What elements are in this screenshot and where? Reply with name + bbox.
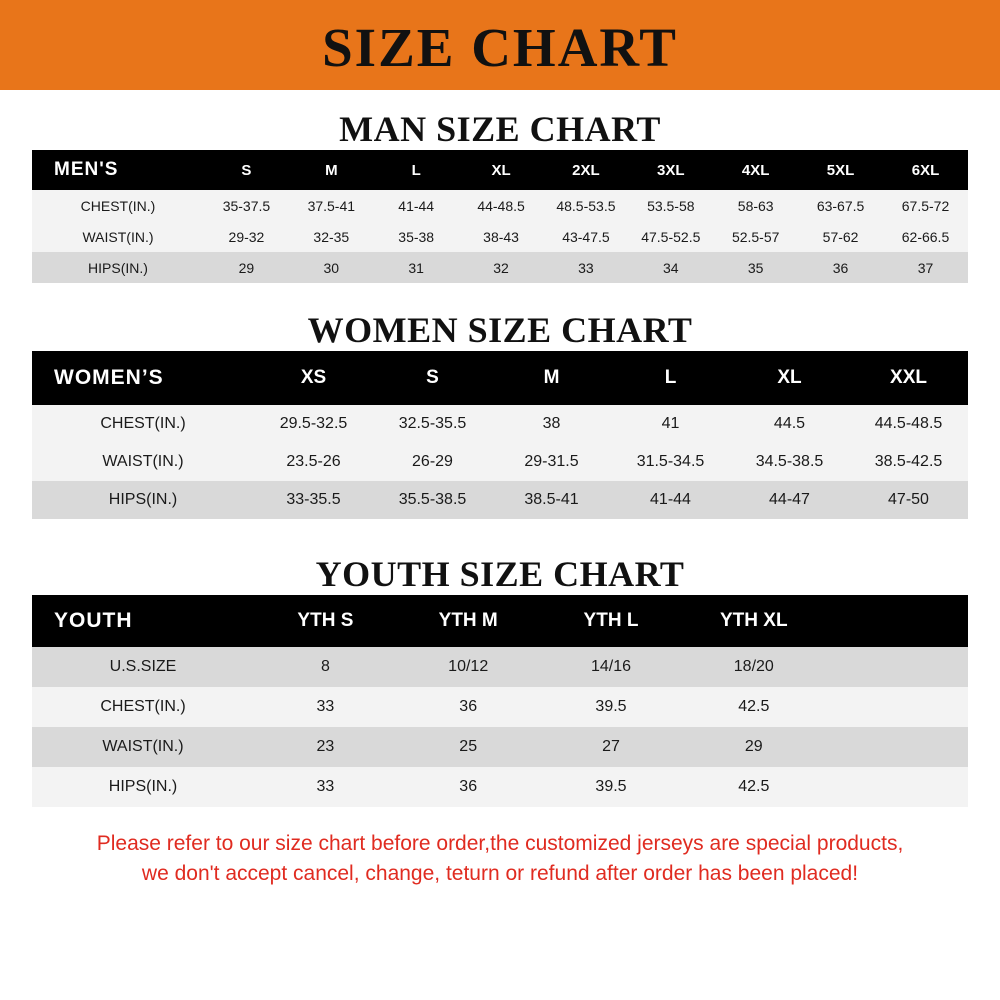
women-section-title: WOMEN SIZE CHART [307, 310, 693, 350]
women-cell: 29-31.5 [492, 443, 611, 481]
youth-col-header: YTH M [397, 595, 540, 647]
man-cell: 32 [459, 252, 544, 283]
youth-cell: 33 [254, 687, 397, 727]
man-cell: 35 [713, 252, 798, 283]
man-corner-label: MEN'S [32, 150, 204, 190]
youth-cell-spacer [825, 727, 968, 767]
man-cell: 34 [628, 252, 713, 283]
youth-cell: 42.5 [682, 767, 825, 807]
women-cell: 35.5-38.5 [373, 481, 492, 519]
man-col-header: 6XL [883, 150, 968, 190]
man-cell: 63-67.5 [798, 190, 883, 221]
man-cell: 30 [289, 252, 374, 283]
youth-cell: 39.5 [540, 687, 683, 727]
women-col-header: M [492, 351, 611, 405]
man-cell: 47.5-52.5 [628, 221, 713, 252]
table-row [32, 767, 968, 807]
women-col-header: XL [730, 351, 849, 405]
women-cell: 33-35.5 [254, 481, 373, 519]
women-cell: 34.5-38.5 [730, 443, 849, 481]
page-banner [0, 0, 1000, 90]
women-col-header: L [611, 351, 730, 405]
man-cell: 43-47.5 [544, 221, 629, 252]
women-table-head [32, 351, 968, 405]
man-col-header: 5XL [798, 150, 883, 190]
man-col-header: 3XL [628, 150, 713, 190]
women-cell: 44.5 [730, 405, 849, 443]
women-cell: 29.5-32.5 [254, 405, 373, 443]
women-col-header: XXL [849, 351, 968, 405]
women-cell: 23.5-26 [254, 443, 373, 481]
man-row-label: CHEST(IN.) [32, 190, 204, 221]
man-table-body [32, 190, 968, 283]
man-cell: 44-48.5 [459, 190, 544, 221]
women-cell: 26-29 [373, 443, 492, 481]
table-row [32, 190, 968, 221]
man-cell: 37 [883, 252, 968, 283]
man-cell: 57-62 [798, 221, 883, 252]
table-row [32, 443, 968, 481]
youth-row-label: WAIST(IN.) [32, 727, 254, 767]
women-corner-label: WOMEN’S [32, 351, 254, 405]
youth-cell: 8 [254, 647, 397, 687]
table-row [32, 252, 968, 283]
youth-cell: 18/20 [682, 647, 825, 687]
youth-cell: 27 [540, 727, 683, 767]
youth-cell: 36 [397, 767, 540, 807]
women-cell: 31.5-34.5 [611, 443, 730, 481]
table-row [32, 727, 968, 767]
youth-cell: 25 [397, 727, 540, 767]
women-cell: 38.5-41 [492, 481, 611, 519]
footer-note-line-2: we don't accept cancel, change, teturn or refund after order has been placed! [141, 862, 859, 886]
women-row-label: CHEST(IN.) [32, 405, 254, 443]
youth-col-header: YTH XL [682, 595, 825, 647]
man-cell: 32-35 [289, 221, 374, 252]
women-header-row [32, 351, 968, 405]
man-col-header: XL [459, 150, 544, 190]
man-cell: 62-66.5 [883, 221, 968, 252]
women-row-label: HIPS(IN.) [32, 481, 254, 519]
man-cell: 36 [798, 252, 883, 283]
women-table-body [32, 405, 968, 519]
women-col-header: S [373, 351, 492, 405]
man-cell: 37.5-41 [289, 190, 374, 221]
man-section-title: MAN SIZE CHART [339, 109, 661, 149]
man-cell: 31 [374, 252, 459, 283]
man-cell: 52.5-57 [713, 221, 798, 252]
man-row-label: HIPS(IN.) [32, 252, 204, 283]
youth-size-table [32, 595, 968, 807]
women-size-table [32, 351, 968, 519]
youth-cell: 39.5 [540, 767, 683, 807]
man-cell: 48.5-53.5 [544, 190, 629, 221]
youth-section-title: YOUTH SIZE CHART [315, 554, 685, 594]
youth-row-label: CHEST(IN.) [32, 687, 254, 727]
women-cell: 32.5-35.5 [373, 405, 492, 443]
youth-cell: 36 [397, 687, 540, 727]
man-col-header: S [204, 150, 289, 190]
youth-table-body [32, 647, 968, 807]
youth-cell: 33 [254, 767, 397, 807]
women-col-header: XS [254, 351, 373, 405]
youth-header-row [32, 595, 968, 647]
table-row [32, 687, 968, 727]
women-cell: 47-50 [849, 481, 968, 519]
man-cell: 35-37.5 [204, 190, 289, 221]
man-header-row [32, 150, 968, 190]
youth-col-header: YTH L [540, 595, 683, 647]
man-col-header: L [374, 150, 459, 190]
man-cell: 35-38 [374, 221, 459, 252]
youth-cell: 29 [682, 727, 825, 767]
youth-cell-spacer [825, 687, 968, 727]
table-row [32, 647, 968, 687]
women-table-wrapper [0, 351, 1000, 519]
youth-table-head [32, 595, 968, 647]
footer-note-line-1: Please refer to our size chart before order,the customized jerseys are special products, [96, 832, 904, 855]
man-table-head [32, 150, 968, 190]
women-row-label: WAIST(IN.) [32, 443, 254, 481]
man-col-header: 2XL [544, 150, 629, 190]
youth-table-wrapper [0, 595, 1000, 807]
man-cell: 53.5-58 [628, 190, 713, 221]
youth-cell-spacer [825, 647, 968, 687]
man-col-header: M [289, 150, 374, 190]
youth-row-label: HIPS(IN.) [32, 767, 254, 807]
youth-col-header-spacer [825, 595, 968, 647]
man-cell: 58-63 [713, 190, 798, 221]
youth-cell: 42.5 [682, 687, 825, 727]
youth-cell: 10/12 [397, 647, 540, 687]
youth-cell: 14/16 [540, 647, 683, 687]
page-title: SIZE CHART [322, 16, 678, 78]
man-table-wrapper [0, 150, 1000, 283]
women-cell: 41 [611, 405, 730, 443]
man-cell: 41-44 [374, 190, 459, 221]
man-cell: 29 [204, 252, 289, 283]
women-cell: 41-44 [611, 481, 730, 519]
youth-cell: 23 [254, 727, 397, 767]
women-cell: 38 [492, 405, 611, 443]
women-cell: 38.5-42.5 [849, 443, 968, 481]
women-cell: 44.5-48.5 [849, 405, 968, 443]
women-cell: 44-47 [730, 481, 849, 519]
man-col-header: 4XL [713, 150, 798, 190]
youth-cell-spacer [825, 767, 968, 807]
youth-col-header: YTH S [254, 595, 397, 647]
man-cell: 67.5-72 [883, 190, 968, 221]
table-row [32, 221, 968, 252]
man-cell: 38-43 [459, 221, 544, 252]
youth-row-label: U.S.SIZE [32, 647, 254, 687]
man-cell: 33 [544, 252, 629, 283]
youth-corner-label: YOUTH [32, 595, 254, 647]
table-row [32, 481, 968, 519]
table-row [32, 405, 968, 443]
man-cell: 29-32 [204, 221, 289, 252]
footer-note [0, 829, 1000, 890]
man-size-table [32, 150, 968, 283]
man-row-label: WAIST(IN.) [32, 221, 204, 252]
